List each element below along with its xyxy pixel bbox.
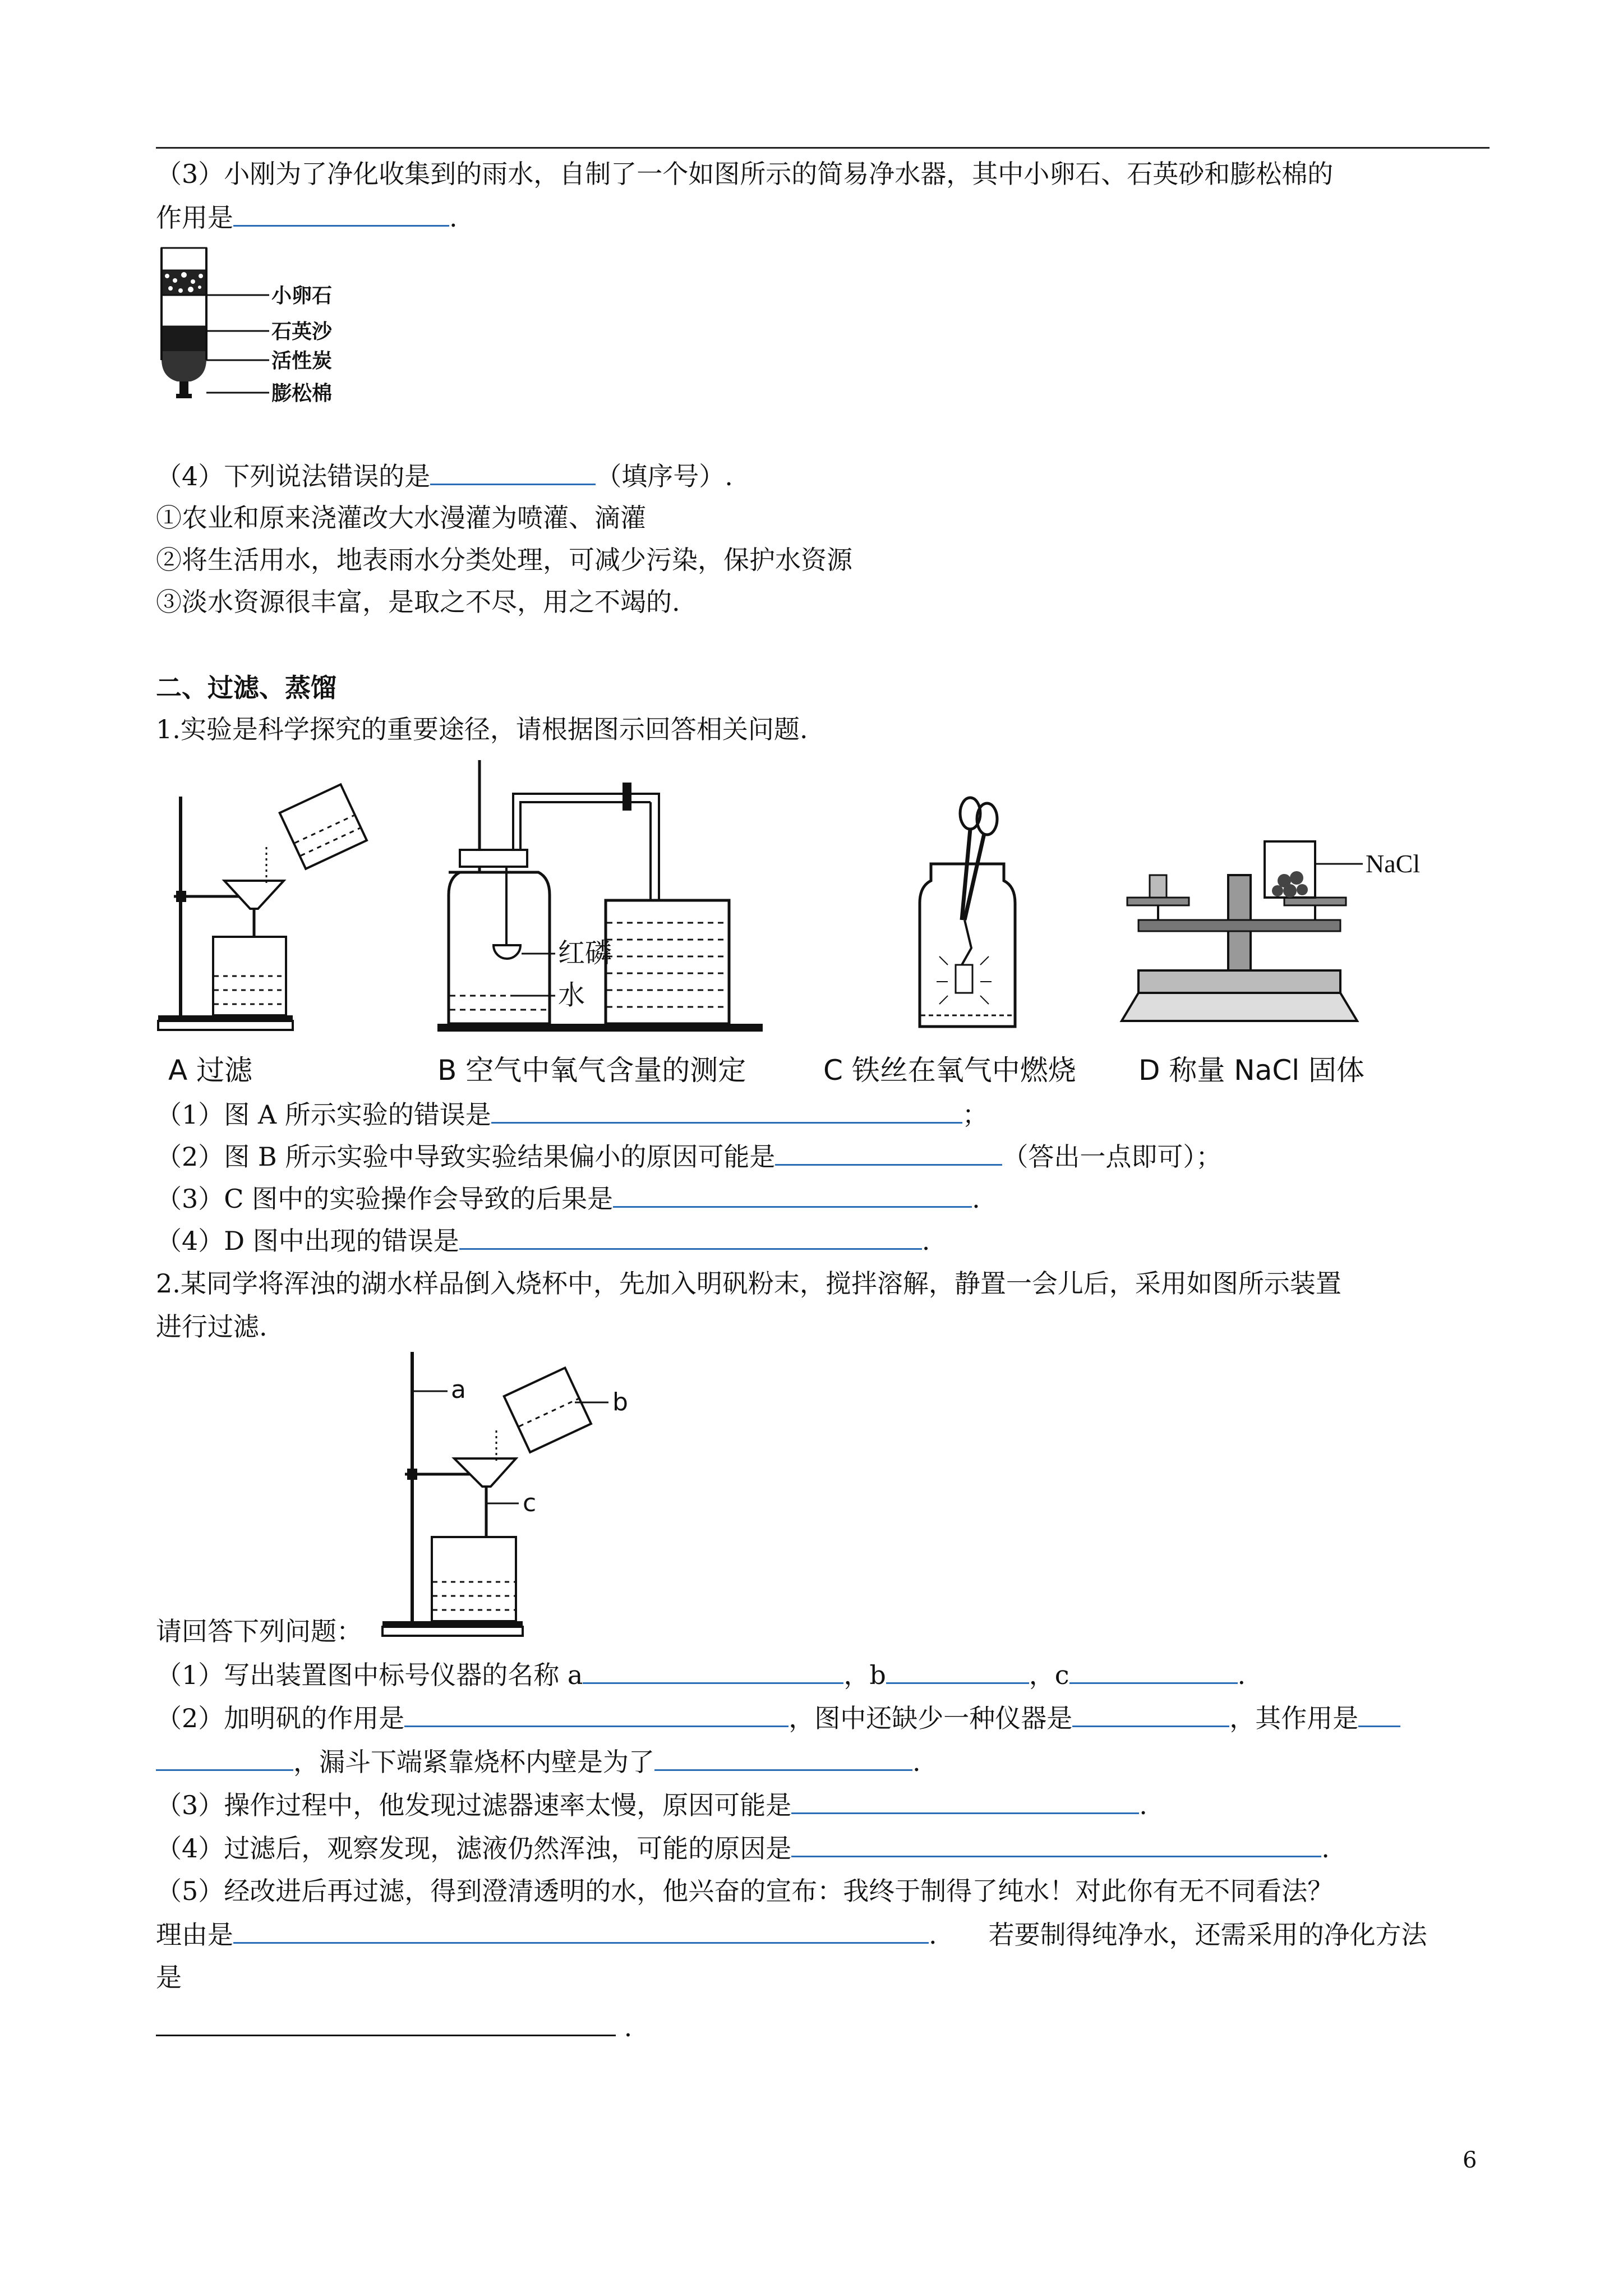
p2-q3-blank[interactable] [791, 1788, 1139, 1814]
p2-q1-b: ，b [843, 1660, 886, 1690]
p1-q1 [156, 1097, 1502, 1131]
q3-line2 [156, 200, 1502, 234]
p2-q2-line2 [156, 1745, 1502, 1779]
label-quartz-sand: 石英沙 [271, 320, 333, 343]
p2-q1-blank-c[interactable] [1069, 1658, 1238, 1684]
p2-q1-end: . [1237, 1660, 1246, 1690]
caption-d: D 称量 NaCl 固体 [1138, 1054, 1365, 1087]
p1-q2 [156, 1139, 1502, 1174]
p2-q3-prefix: （3）操作过程中，他发现过滤器速率太慢，原因可能是 [156, 1790, 792, 1820]
p2-intro-2: 进行过滤. [156, 1312, 268, 1342]
fig-label-c: c [523, 1489, 537, 1517]
p1-q4-prefix: （4）D 图中出现的错误是 [156, 1226, 459, 1256]
q4-prefix: （4）下列说法错误的是 [156, 461, 431, 491]
q4-option-2: ②将生活用水，地表雨水分类处理，可减少污染，保护水资源 [156, 545, 852, 575]
q3-prefix: 作用是 [156, 203, 233, 233]
p2-q2-blank-2[interactable] [1072, 1701, 1229, 1727]
p2-q2-b: ，图中还缺少一种仪器是 [789, 1703, 1073, 1733]
fig-label-a: a [451, 1375, 466, 1404]
p2-ask: 请回答下列问题： [156, 1616, 362, 1646]
p2-q1-blank-a[interactable] [583, 1658, 843, 1684]
p2-q2-c: ，其作用是 [1229, 1703, 1359, 1733]
p2-q5-mid: . 若要制得纯净水，还需采用的净化方法 [929, 1920, 1427, 1950]
p1-q1-prefix: （1）图 A 所示实验的错误是 [156, 1099, 491, 1130]
caption-a: A 过滤 [168, 1054, 253, 1087]
p1-q3-blank[interactable] [613, 1181, 972, 1208]
p2-q1-blank-b[interactable] [886, 1658, 1029, 1684]
p2-q2-end: . [912, 1747, 921, 1777]
caption-b: B 空气中氧气含量的测定 [437, 1054, 746, 1087]
section-title: 二、过滤、蒸馏 [156, 673, 336, 703]
figure-c-iron-burning [909, 797, 1032, 1032]
q4-option-3: ③淡水资源很丰富，是取之不尽，用之不竭的. [156, 587, 680, 617]
activated-carbon-layer [162, 326, 206, 351]
p2-q4-end: . [1321, 1833, 1330, 1864]
p2-filtration-figure [381, 1352, 673, 1638]
quartz-sand-layer [162, 295, 206, 326]
p2-q5-line1: （5）经改进后再过滤，得到澄清透明的水，他兴奋的宣布：我终于制得了纯水！对此你有无不同看法？ [156, 1876, 1334, 1906]
figure-a-filtration [151, 774, 376, 1032]
p1-q1-suffix: ； [962, 1099, 988, 1130]
p2-q2-a: （2）加明矾的作用是 [156, 1703, 405, 1733]
p2-q2-d: ，漏斗下端紧靠烧杯内壁是为了 [293, 1747, 654, 1777]
p2-q1 [156, 1658, 1502, 1692]
p2-q5-method-blank[interactable] [156, 2010, 616, 2036]
p2-q4-blank[interactable] [791, 1831, 1321, 1857]
p1-q3-prefix: （3）C 图中的实验操作会导致的后果是 [156, 1184, 614, 1214]
p2-q1-prefix: （1）写出装置图中标号仪器的名称 a [156, 1660, 583, 1690]
p2-q3 [156, 1788, 1502, 1822]
p1-q4 [156, 1223, 1502, 1258]
q4-stem [156, 459, 1502, 493]
q4-option-1: ①农业和原来浇灌改大水漫灌为喷灌、滴灌 [156, 503, 646, 533]
figure-b-oxygen-measurement [437, 760, 774, 1035]
p2-q2-blank-3b[interactable] [156, 1745, 293, 1771]
label-cotton: 膨松棉 [271, 382, 333, 405]
p2-q1-c: ，c [1029, 1660, 1069, 1690]
p2-q5-line2 [156, 1917, 1502, 1952]
q4-suffix: （填序号）. [596, 461, 733, 491]
p2-q5-line4 [156, 2010, 1502, 2044]
p2-q4 [156, 1831, 1502, 1865]
filter-outlet [179, 381, 188, 394]
header-rule [156, 147, 1490, 149]
q3-answer-blank[interactable] [233, 200, 449, 227]
p1-q3 [156, 1181, 1502, 1216]
p2-q2-blank-3a[interactable] [1358, 1701, 1400, 1727]
filter-outlet-tip [176, 394, 192, 398]
filter-top-empty [162, 248, 206, 270]
fig-label-b: b [612, 1388, 628, 1416]
q3-suffix: . [449, 203, 458, 233]
p1-q2-suffix: （答出一点即可）； [1002, 1142, 1222, 1172]
p2-q3-end: . [1139, 1790, 1147, 1820]
caption-c: C 铁丝在氧气中燃烧 [823, 1054, 1076, 1087]
page-number: 6 [1463, 2147, 1477, 2173]
p2-q4-prefix: （4）过滤后，观察发现，滤液仍然浑浊，可能的原因是 [156, 1833, 792, 1864]
p2-q2-line1 [156, 1701, 1502, 1735]
label-water: 水 [558, 979, 585, 1011]
label-activated-carbon: 活性炭 [271, 349, 333, 372]
p2-intro-1: 2.某同学将浑浊的湖水样品倒入烧杯中，先加入明矾粉末，搅拌溶解，静置一会儿后，采用如图所示装置 [156, 1268, 1341, 1299]
p2-q2-blank-4[interactable] [654, 1745, 912, 1771]
figure-d-balance [1116, 841, 1509, 1032]
p1-intro: 1.实验是科学探究的重要途径，请根据图示回答相关问题. [156, 714, 808, 744]
p2-q5-line3: 是 [156, 1962, 182, 1993]
p1-q4-blank[interactable] [459, 1223, 922, 1250]
p2-q5-prefix: 理由是 [156, 1920, 233, 1950]
p1-q3-suffix: . [972, 1184, 980, 1214]
p2-q5-reason-blank[interactable] [233, 1917, 929, 1944]
p1-q4-suffix: . [921, 1226, 930, 1256]
label-pebble: 小卵石 [271, 284, 333, 307]
q3-line1: （3）小刚为了净化收集到的雨水，自制了一个如图所示的简易净水器，其中小卵石、石英砂和膨松棉的 [156, 159, 1334, 189]
p1-q2-blank[interactable] [775, 1139, 1002, 1166]
label-nacl: NaCl [1366, 849, 1421, 878]
q4-answer-blank[interactable] [430, 459, 596, 485]
p2-q2-blank-1[interactable] [404, 1701, 789, 1727]
label-red-phosphorus: 红磷 [558, 937, 612, 969]
p1-q2-prefix: （2）图 B 所示实验中导致实验结果偏小的原因可能是 [156, 1142, 776, 1172]
cotton-layer [162, 351, 206, 381]
p2-q5-end: . [624, 2012, 633, 2042]
p1-q1-blank[interactable] [491, 1097, 962, 1124]
water-filter-figure [151, 247, 387, 449]
